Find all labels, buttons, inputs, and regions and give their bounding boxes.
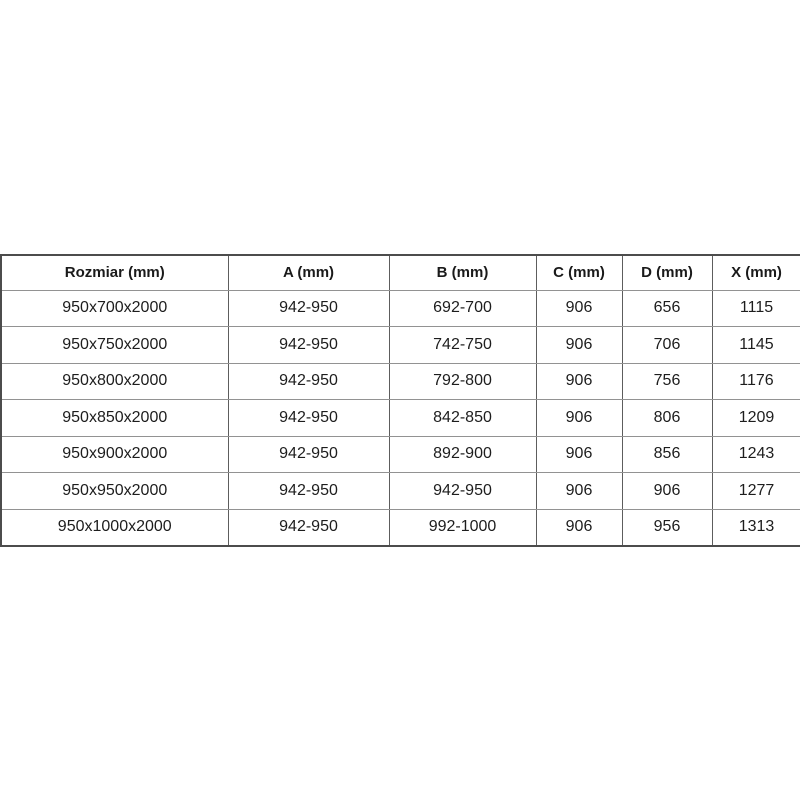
table-cell-x: 1313 xyxy=(712,509,800,546)
table-cell-a: 942-950 xyxy=(228,436,389,473)
table-cell-size: 950x700x2000 xyxy=(1,290,228,327)
table-cell-x: 1115 xyxy=(712,290,800,327)
table-cell-x: 1209 xyxy=(712,400,800,437)
table-row xyxy=(1,363,800,400)
table-cell-a: 942-950 xyxy=(228,509,389,546)
table-cell-d: 756 xyxy=(622,363,712,400)
table-cell-size: 950x850x2000 xyxy=(1,400,228,437)
table-row xyxy=(1,400,800,437)
table-cell-b: 892-900 xyxy=(389,436,536,473)
table-cell-c: 906 xyxy=(536,327,622,364)
table-cell-size: 950x750x2000 xyxy=(1,327,228,364)
table-cell-c: 906 xyxy=(536,290,622,327)
table-cell-x: 1145 xyxy=(712,327,800,364)
table-row xyxy=(1,473,800,510)
table-cell-x: 1277 xyxy=(712,473,800,510)
table-cell-b: 942-950 xyxy=(389,473,536,510)
table-cell-size: 950x1000x2000 xyxy=(1,509,228,546)
table-cell-d: 706 xyxy=(622,327,712,364)
table-cell-c: 906 xyxy=(536,473,622,510)
dimensions-table-container xyxy=(0,254,800,547)
table-cell-x: 1243 xyxy=(712,436,800,473)
table-cell-c: 906 xyxy=(536,509,622,546)
table-cell-size: 950x800x2000 xyxy=(1,363,228,400)
table-cell-a: 942-950 xyxy=(228,400,389,437)
table-cell-b: 842-850 xyxy=(389,400,536,437)
table-cell-d: 856 xyxy=(622,436,712,473)
table-cell-d: 656 xyxy=(622,290,712,327)
table-cell-size: 950x950x2000 xyxy=(1,473,228,510)
table-cell-d: 956 xyxy=(622,509,712,546)
column-header-a: A (mm) xyxy=(228,255,389,290)
table-row xyxy=(1,436,800,473)
table-row xyxy=(1,327,800,364)
column-header-x: X (mm) xyxy=(712,255,800,290)
table-cell-c: 906 xyxy=(536,363,622,400)
table-cell-c: 906 xyxy=(536,400,622,437)
table-row xyxy=(1,509,800,546)
table-header-row xyxy=(1,255,800,290)
table-cell-b: 742-750 xyxy=(389,327,536,364)
table-cell-b: 992-1000 xyxy=(389,509,536,546)
column-header-d: D (mm) xyxy=(622,255,712,290)
table-cell-b: 692-700 xyxy=(389,290,536,327)
table-row xyxy=(1,290,800,327)
dimensions-table xyxy=(0,254,800,547)
table-cell-b: 792-800 xyxy=(389,363,536,400)
table-cell-size: 950x900x2000 xyxy=(1,436,228,473)
column-header-b: B (mm) xyxy=(389,255,536,290)
table-cell-c: 906 xyxy=(536,436,622,473)
table-cell-d: 906 xyxy=(622,473,712,510)
column-header-c: C (mm) xyxy=(536,255,622,290)
column-header-rozmiar: Rozmiar (mm) xyxy=(1,255,228,290)
table-cell-x: 1176 xyxy=(712,363,800,400)
table-cell-d: 806 xyxy=(622,400,712,437)
table-cell-a: 942-950 xyxy=(228,363,389,400)
table-cell-a: 942-950 xyxy=(228,290,389,327)
table-cell-a: 942-950 xyxy=(228,473,389,510)
table-cell-a: 942-950 xyxy=(228,327,389,364)
